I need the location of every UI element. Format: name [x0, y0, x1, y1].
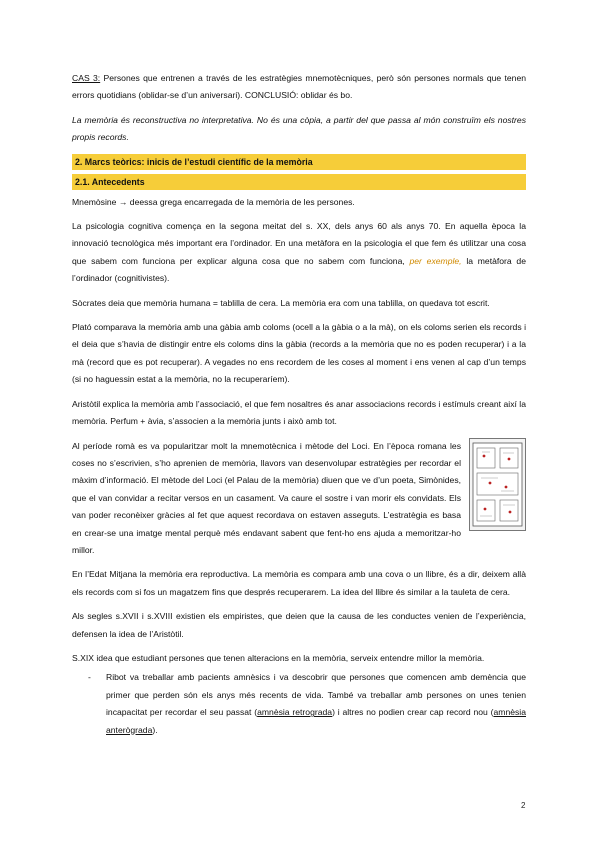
- psicologia-paragraph: [72, 218, 526, 288]
- document-body: [72, 70, 526, 739]
- cas3-label: CAS 3:: [72, 73, 101, 83]
- ribot-text-middle: ) i altres no podien crear cap record nou (: [332, 707, 494, 718]
- psicologia-text-end: la metàfora de l’ordinador (cognitivistes).: [72, 255, 526, 284]
- list-dash: -: [88, 672, 91, 683]
- sxix-bullet-list: [72, 669, 526, 739]
- psicologia-text: La psicologia cognitiva comença en la segona meitat del s. XX, dels anys 60 als anys 70. En aquella època la innovació tecnològica més important era l’ordinador. En una metàfora en la psicologia el que fem és utilitzar una cosa que sabem com funciona per explicar alguna cosa que no sabem com funciona,: [72, 221, 526, 266]
- cas3-text: Persones que entrenen a través de les estratègies mnemotècniques, però són persones normals que tenen errors quotidians (oblidar-se d’un aniversari). CONCLUSIÓ: oblidar és bo.: [72, 73, 527, 101]
- plato-paragraph: Plató comparava la memòria amb una gàbia amb coloms (ocell a la gàbia o a la mà), on els coloms serien els records i el deia que s’havia de distingir entre els coloms dins la gàbia (records a la memòria que no es poden recuperar) i a la mà (record que es pot recuperar). A vegades no ens recordem de les coses al moment i ens venen al cap d’un temps (si no haguessin estat a la memòria, no la recuperaríem).: [72, 322, 526, 385]
- mnemosine-paragraph: Mnemòsine → deessa grega encarregada de la memòria de les persones.: [72, 196, 355, 207]
- cas3-paragraph: [72, 70, 526, 105]
- sxix-paragraph: S.XIX idea que estudiant persones que tenen alteracions en la memòria, serveix entendre millor la memòria.: [72, 652, 485, 663]
- aristotil-paragraph: Aristòtil explica la memòria amb l’associació, el que fem nosaltres és anar associacions records i estímuls creant així la memòria. Perfum + àvia, s’associen a la memòria junts i això amb tot.: [72, 398, 526, 427]
- amnesia-anterograda-term: amnèsia anterògrada: [106, 707, 526, 735]
- page-number: 2: [521, 801, 526, 810]
- roma-paragraph: [72, 438, 526, 560]
- ribot-list-item: [72, 669, 526, 739]
- edat-mitjana-paragraph: En l’Edat Mitjana la memòria era reproductiva. La memòria es compara amb una cova o un llibre, és a dir, deixem allà els records com si fos un magatzem fins que després recuperarem. La idea del llibre és similar a la tauleta de cera.: [72, 569, 526, 597]
- psicologia-highlight: per exemple,: [409, 255, 462, 266]
- section-2-1-heading: 2.1. Antecedents: [72, 174, 526, 190]
- intro-italic-paragraph: La memòria és reconstructiva no interpretativa. No és una còpia, a partir del que passa al món construïm els nostres propis records.: [72, 114, 526, 143]
- socrates-paragraph: Sòcrates deia que memòria humana = tablilla de cera. La memòria era com una tablilla, on quedava tot escrit.: [72, 297, 490, 308]
- loci-diagram-icon: [470, 439, 525, 530]
- empiristes-paragraph: Als segles s.XVII i s.XVIII existien els empiristes, que deien que la causa de les conductes venien de l’experiència, defensen la idea de l’Aristòtil.: [72, 611, 526, 639]
- loci-figure: [469, 438, 526, 531]
- section-2-heading: 2. Marcs teòrics: inicis de l’estudi científic de la memòria: [72, 154, 526, 170]
- amnesia-retrograda-term: amnèsia retrograda: [257, 707, 333, 718]
- roma-text: Al període romà es va popularitzar molt la mnemotècnica i mètode del Loci. En l’època romana les coses no s’escrivien, s’ho aprenien de memòria, llavors van desenvolupar estratègies per recordar el màxim d’informació. El mètode del Loci (el Palau de la memòria) diuen que ve d’un poeta, Simònides, que el van convidar a recitar versos en un casament. Va caure el sostre i van morir els convidats. Els van poder reconèixer gràcies al fet que aquest recordava on estaven asseguts. L’estratègia es basa en crear-se una imatge mental perquè més endavant sabent que fent-ho ens ajuda a memoritzar-ho millor.: [72, 440, 461, 555]
- ribot-text-end: ).: [152, 724, 158, 735]
- ribot-text: Ribot va treballar amb pacients amnèsics i va descobrir que persones que comencen amb demència que primer que perden són els anys més recents de vida. També va treballar amb persones on unes tenien incapacitat per recordar el seu passat (: [106, 672, 526, 718]
